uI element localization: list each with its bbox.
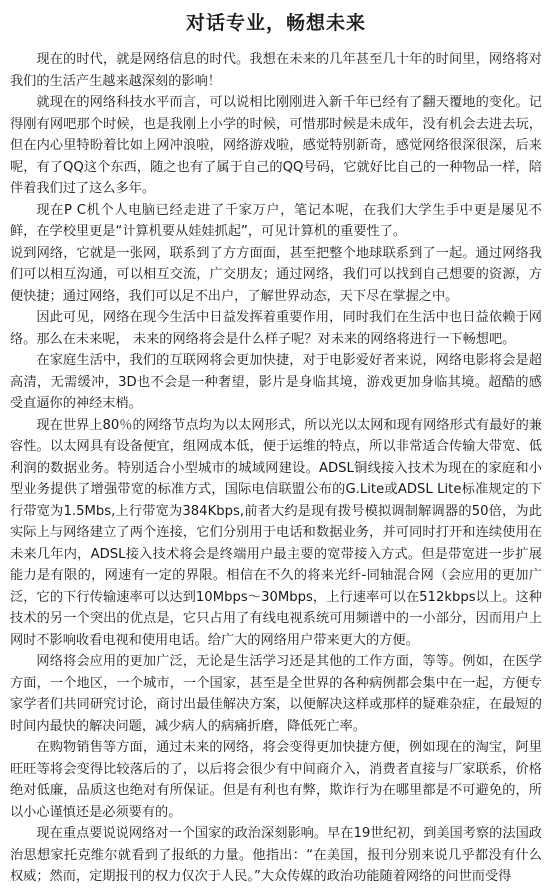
paragraph: 现在重点要说说网络对一个国家的政治深刻影响。早在19世纪初，到美国考察的法国政治思想家托克维尔就看到了报纸的力量。他指出：“在美国，报刊分别来说几乎都没有什么权威；然而，定期报刊的权力仅次于人民。”大众传媒的政治功能随着网络的问世而受得 (10, 826, 542, 884)
paragraph: 在购物销售等方面，通过未来的网络，将会变得更加快捷方便，例如现在的淘宝，阿里旺旺等将会变得比较落后的了，以后将会很少有中间商介入，消费者直接与厂家联系，价格绝对低廉，品质这也绝对有所保证。但是有利也有弊，欺诈行为在哪里都是不可避免的，所以小心谨慎还是必须要有的。 (10, 740, 542, 820)
essay-body (10, 49, 542, 888)
paragraph: 因此可见，网络在现今生活中日益发挥着重要作用，同时我们在生活中也日益依赖于网络。那么在未来呢， 未来的网络将会是什么样子呢？对未来的网络将进行一下畅想吧。 (10, 310, 542, 347)
paragraph: 说到网络，它就是一张网，联系到了方方面面，甚至把整个地球联系到了一起。通过网络我们可以相互沟通，可以相互交流，广交朋友；通过网络，我们可以找到自己想要的资源，方便快捷；通过网络，我们可以足不出户，了解世界动态，天下尽在掌握之中。 (10, 245, 542, 304)
paragraph: 就现在的网络科技水平而言，可以说相比刚刚进入新千年已经有了翻天覆地的变化。记得刚有网吧那个时候，也是我刚上小学的时候，可惜那时候是未成年，没有机会去进去玩，但在内心里特盼着比如上网冲浪啦，网络游戏啦，感觉特别新奇，感觉网络很深很深，后来呢，有了QQ这个东西，随之也有了属于自己的QQ号码，它就好比自己的一种物品一样，陪伴着我们过了这么多年。 (10, 95, 542, 196)
paragraph: 现在P C机个人电脑已经走进了千家万户，笔记本呢，在我们大学生手中更是屡见不鲜，在学校里更是“计算机要从娃娃抓起”，可见计算机的重要性了。 (10, 202, 542, 239)
page-title: 对话专业，畅想未来 (185, 12, 366, 34)
paragraph: 网络将会应用的更加广泛，无论是生活学习还是其他的工作方面，等等。例如，在医学方面，一个地区，一个城市，一个国家，甚至是全世界的各种病例都会集中在一起，方便专家学者们共同研究讨论，商讨出最佳解决方案，以便解决这样或那样的疑难杂症，在最短的时间内最快的解决问题，减少病人的病痛折磨，降低死亡率。 (10, 654, 542, 734)
paragraph: 现在世界上80％的网络节点均为以太网形式，所以光以太网和现有网络形式有最好的兼容性。以太网具有设备便宜，组网成本低，便于运维的特点，所以非常适合传输大带宽、低利润的数据业务。特别适合小型城市的城域网建设。ADSL铜线接入技术为现在的家庭和小型业务提供了增强带宽的标准方式，国际电信联盟公布的G.Lite或ADSL Lite标准规定的下行带宽为1.5Mbs,上行带宽为384Kbps,前者大约是现有拨号模拟调制解调器的50倍，为此实际上与网络建立了两个连接，它们分别用于电话和数据业务，并可同时打开和连续使用在未来几年内，ADSL接入技术将会是终端用户最主要的宽带接入方式。但是带宽进一步扩展能力是有限的，网速有一定的界限。相信在不久的将来光纤-同轴混合网（会应用的更加广泛，它的下行传输速率可以达到10Mbps～30Mbps，上行速率可以在512kbps以上。这种技术的另一个突出的优点是，它只占用了有线电视系统可用频谱中的一小部分，因而用户上网时不影响收看电视和使用电话。给广大的网络用户带来更大的方便。 (10, 417, 542, 648)
paragraph: 在家庭生活中，我们的互联网将会更加快捷，对于电影爱好者来说，网络电影将会是超高清，无需缓冲，3D也不会是一种奢望，影片是身临其境，游戏更加身临其境。超酷的感受直逼你的神经末梢。 (10, 353, 542, 411)
paragraph: 现在的时代，就是网络信息的时代。我想在未来的几年甚至几十年的时间里，网络将对我们的生活产生越来越深刻的影响！ (10, 52, 542, 89)
